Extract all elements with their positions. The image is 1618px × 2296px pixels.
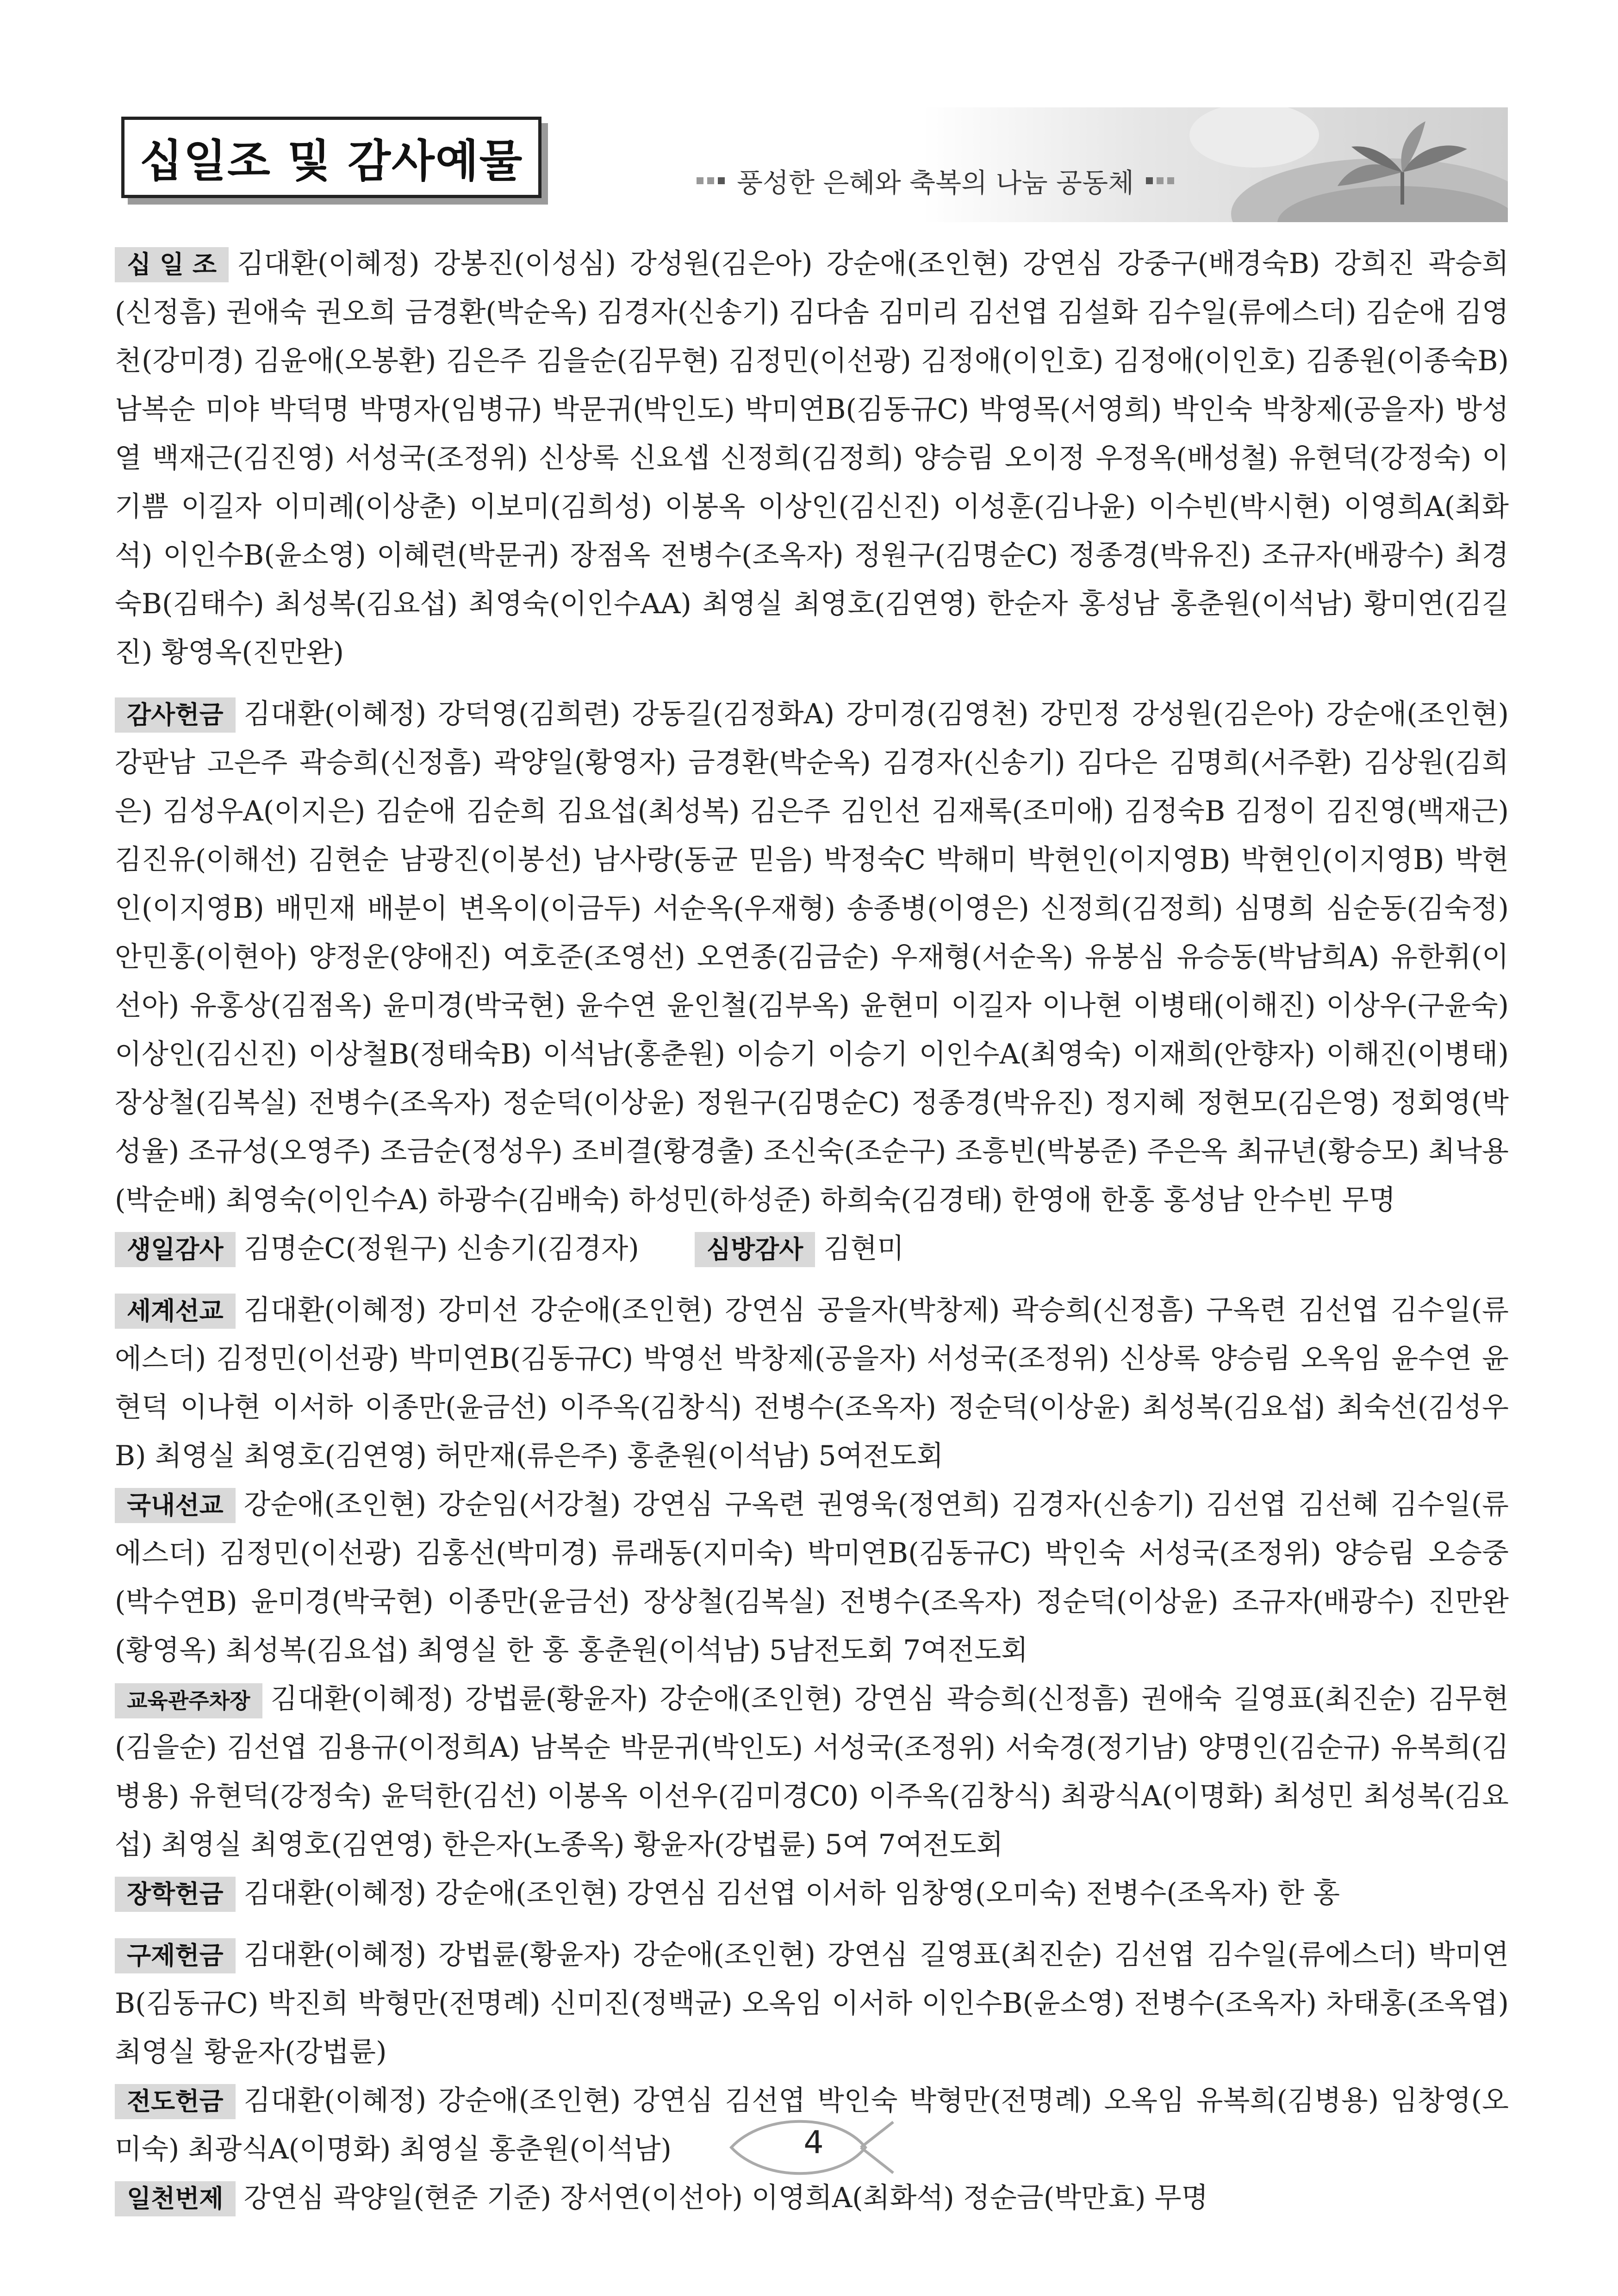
section-names: 김대환(이혜정) 강법륜(황윤자) 강순애(조인현) 강연심 곽승희(신정흠) 권애숙 길영표(최진순) 김무현(김을순) 김선엽 김용규(이정희A) 남복순 박문귀(박인도) 서성국(조정위) 서숙경(정기남) 양명인(김순규) 유복희(김병용) 유현덕(강정숙) 윤덕한(김선) 이봉옥 이선우(김미경C0) 이주옥(김창식) 최광식A(이명화) 최성민 최성복(김요섭) 최영실 최영호(김연영) 한은자(노종옥) 황윤자(강법륜) 5여 7여전도회	[115, 1683, 1509, 1861]
subtitle-text: 풍성한 은혜와 축복의 나눔 공동체	[737, 167, 1134, 199]
section-names: 김대환(이혜정) 강봉진(이성심) 강성원(김은아) 강순애(조인현) 강연심 강중구(배경숙B) 강희진 곽승희(신정흠) 권애숙 권오희 금경환(박순옥) 김경자(신송기) 김다솜 김미리 김선엽 김설화 김수일(류에스더) 김순애 김영천(강미경) 김윤애(오봉환) 김은주 김을순(김무현) 김정민(이선광) 김정애(이인호) 김정애(이인호) 김종원(이종숙B) 남복순 미야 박덕명 박명자(임병규) 박문귀(박인도) 박미연B(김동규C) 박영목(서영희) 박인숙 박창제(공을자) 방성열 백재근(김진영) 서성국(조정위) 신상록 신요셉 신정희(김정희) 양승림 오이정 우정옥(배성철) 유현덕(강정숙) 이기쁨 이길자 이미례(이상춘) 이보미(김희성) 이봉옥 이상인(김신진) 이성훈(김나윤) 이수빈(박시현) 이영희A(최화석) 이인수B(윤소영) 이혜련(박문귀) 장점옥 전병수(조옥자) 정원구(김명순C) 정종경(박유진) 조규자(배광수) 최경숙B(김태수) 최성복(김요섭) 최영숙(이인수AA) 최영실 최영호(김연영) 한순자 홍성남 홍춘원(이석남) 황미연(김길진) 황영옥(진만완)	[115, 248, 1509, 669]
section-domestic-mission	[115, 1481, 1509, 1675]
section-names: 김대환(이혜정) 강미선 강순애(조인현) 강연심 공을자(박창제) 곽승희(신정흠) 구옥련 김선엽 김수일(류에스더) 김정민(이선광) 박미연B(김동규C) 박영선 박창제(공을자) 서성국(조정위) 신상록 양승림 오옥임 윤수연 윤현덕 이나현 이서하 이종만(윤금선) 이주옥(김창식) 전병수(조옥자) 정순덕(이상윤) 최성복(김요섭) 최숙선(김성우B) 최영실 최영호(김연영) 허만재(류은주) 홍춘원(이석남) 5여전도회	[115, 1294, 1509, 1472]
section-scholarship	[115, 1869, 1509, 1918]
section-label: 전도헌금	[115, 2084, 236, 2119]
section-label: 일천번제	[115, 2181, 236, 2216]
section-names: 김명순C(정원구) 신송기(김경자)	[243, 1232, 639, 1265]
section-names: 강연심 곽양일(현준 기준) 장서연(이선아) 이영희A(최화석) 정순금(박만효) 무명	[243, 2182, 1208, 2214]
offering-list	[115, 240, 1509, 2222]
section-label: 심방감사	[695, 1232, 815, 1267]
section-names: 김대환(이혜정) 강법륜(황윤자) 강순애(조인현) 강연심 길영표(최진순) 김선엽 김수일(류에스더) 박미연B(김동규C) 박진희 박형만(전명례) 신미진(정백균) 오옥임 이서하 이인수B(윤소영) 전병수(조옥자) 차태홍(조옥엽) 최영실 황윤자(강법륜)	[115, 1939, 1509, 2068]
section-label: 국내선교	[115, 1488, 236, 1523]
subtitle	[697, 161, 1174, 200]
section-world-mission	[115, 1286, 1509, 1481]
section-names: 강순애(조인현) 강순임(서강철) 강연심 구옥련 권영욱(정연희) 김경자(신송기) 김선엽 김선혜 김수일(류에스더) 김정민(이선광) 김홍선(박미경) 류래동(지미숙) 박미연B(김동규C) 박인숙 서성국(조정위) 양승림 오승중(박수연B) 윤미경(박국현) 이종만(윤금선) 장상철(김복실) 전병수(조옥자) 정순덕(이상윤) 조규자(배광수) 진만완(황영옥) 최성복(김요섭) 최영실 한 홍 홍춘원(이석남) 5남전도회 7여전도회	[115, 1488, 1509, 1667]
plant-hands-illustration	[1185, 107, 1508, 222]
section-names: 김대환(이혜정) 강순애(조인현) 강연심 김선엽 박인숙 박형만(전명례) 오옥임 유복희(김병용) 임창영(오미숙) 최광식A(이명화) 최영실 홍춘원(이석남)	[115, 2084, 1509, 2165]
section-relief	[115, 1931, 1509, 2077]
title-box	[121, 117, 541, 198]
section-names: 김대환(이혜정) 강순애(조인현) 강연심 김선엽 이서하 임창영(오미숙) 전병수(조옥자) 한 홍	[243, 1877, 1340, 1910]
section-label: 구제헌금	[115, 1938, 236, 1973]
section-birthday-visit	[115, 1225, 1509, 1273]
section-label: 감사헌금	[115, 697, 236, 733]
section-names: 김대환(이혜정) 강덕영(김희련) 강동길(김정화A) 강미경(김영천) 강민정 강성원(김은아) 강순애(조인현) 강판남 고은주 곽승희(신정흠) 곽양일(황영자) 금경환(박순옥) 김경자(신송기) 김다은 김명희(서주환) 김상원(김희은) 김성우A(이지은) 김순애 김순희 김요섭(최성복) 김은주 김인선 김재록(조미애) 김정숙B 김정이 김진영(백재근) 김진유(이해선) 김현순 남광진(이봉선) 남사랑(동균 믿음) 박정숙C 박해미 박현인(이지영B) 박현인(이지영B) 박현인(이지영B) 배민재 배분이 변옥이(이금두) 서순옥(우재형) 송종병(이영은) 신정희(김정희) 심명희 심순동(김숙정) 안민홍(이현아) 양정운(양애진) 여호준(조영선) 오연종(김금순) 우재형(서순옥) 유봉심 유승동(박남희A) 유한휘(이선아) 유홍상(김점옥) 윤미경(박국현) 윤수연 윤인철(김부옥) 윤현미 이길자 이나현 이병태(이해진) 이상우(구윤숙) 이상인(김신진) 이상철B(정태숙B) 이석남(홍춘원) 이승기 이승기 이인수A(최영숙) 이재희(안향자) 이해진(이병태) 장상철(김복실) 전병수(조옥자) 정순덕(이상윤) 정원구(김명순C) 정종경(박유진) 정지혜 정현모(김은영) 정회영(박성율) 조규성(오영주) 조금순(정성우) 조비결(황경출) 조신숙(조순구) 조흥빈(박봉준) 주은옥 최규년(황승모) 최낙용(박순배) 최영숙(이인수A) 하광수(김배숙) 하성민(하성준) 하희숙(김경태) 한영애 한홍 홍성남 안수빈 무명	[115, 698, 1509, 1216]
section-label: 장학헌금	[115, 1877, 236, 1912]
section-tithe	[115, 240, 1509, 677]
section-label: 생일감사	[115, 1232, 236, 1267]
section-birthday	[115, 1225, 639, 1273]
section-thanks	[115, 690, 1509, 1225]
page-number: 4	[803, 2124, 824, 2161]
section-label: 교육관주차장	[115, 1683, 262, 1718]
page-title: 십일조 및 감사예물	[139, 135, 523, 187]
section-label: 세계선교	[115, 1294, 236, 1329]
section-label: 십 일 조	[115, 247, 229, 282]
section-education-parking	[115, 1675, 1509, 1869]
section-visit	[695, 1225, 904, 1273]
right-dots-icon	[1146, 177, 1174, 184]
section-names: 김현미	[823, 1232, 904, 1265]
left-dots-icon	[697, 177, 725, 184]
